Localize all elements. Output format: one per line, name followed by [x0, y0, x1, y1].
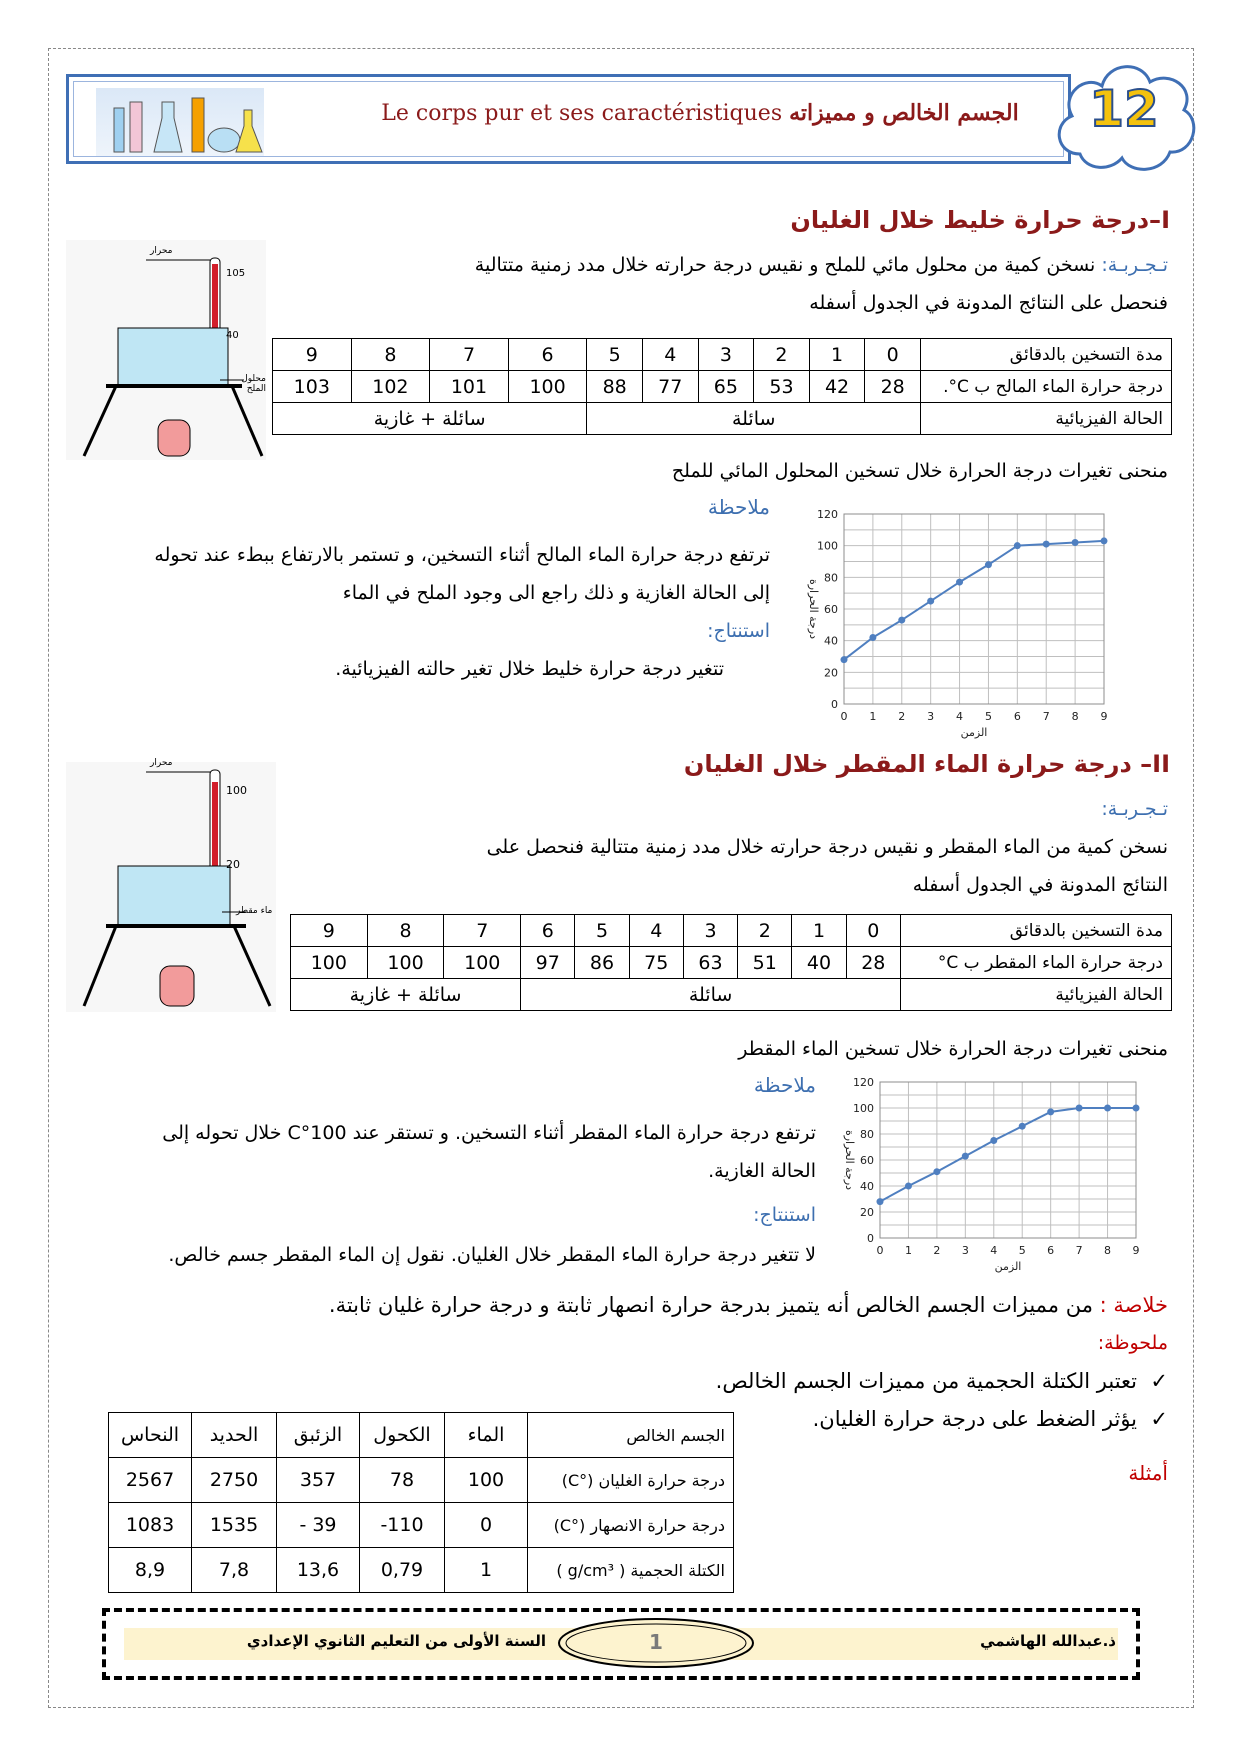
- table-cell: 6: [508, 339, 587, 371]
- chart-ytick-label: 0: [831, 698, 838, 711]
- table-cell: - 39: [277, 1503, 360, 1548]
- section1-experiment-line2: فنحصل على النتائج المدونة في الجدول أسفله: [809, 292, 1168, 314]
- section2-experiment-text: نسخن كمية من الماء المقطر و نقيس درجة حرارته خلال مدد زمنية متتالية فنحصل على: [486, 836, 1168, 858]
- thermometer-mark-low: 40: [226, 330, 239, 341]
- table-cell: سائلة: [587, 403, 921, 435]
- table-cell: سائلة + غازية: [291, 979, 521, 1011]
- chart-xtick-label: 6: [1047, 1244, 1055, 1257]
- footer-level: السنة الأولى من التعليم الثانوي الإعدادي: [246, 1632, 546, 1650]
- section1-conclusion-text: تتغير درجة حرارة خليط خلال تغير حالته الفيزيائية.: [335, 658, 724, 680]
- summary-text: من مميزات الجسم الخالص أنه يتميز بدرجة حرارة انصهار ثابتة و درجة حرارة غليان ثابتة.: [328, 1293, 1100, 1317]
- table-cell: 7,8: [192, 1548, 277, 1593]
- section1-heading: I–درجة حرارة خليط خلال الغليان: [790, 206, 1170, 234]
- table-row-states: [291, 979, 1172, 1011]
- chart-xtick-label: 7: [1042, 710, 1050, 723]
- chart-xtick-label: 8: [1071, 710, 1079, 723]
- chart-data-point: [841, 656, 848, 663]
- table-header-cell: الحديد: [192, 1413, 277, 1458]
- table-cell: 0,79: [360, 1548, 445, 1593]
- table-header-cell: الزئبق: [277, 1413, 360, 1458]
- chart-series-line: [844, 541, 1104, 660]
- table-cell: 77: [642, 371, 698, 403]
- table-cell: سائلة + غازية: [273, 403, 587, 435]
- table-cell: 0: [846, 915, 900, 947]
- section2-note-text: ترتفع درجة حرارة الماء المقطر أثناء التسخين. و تستقر عند 100°C خلال تحوله إلى: [162, 1122, 816, 1144]
- table-cell: 53: [754, 371, 810, 403]
- section2-note-label: ملاحظة: [753, 1073, 816, 1097]
- summary: [100, 1286, 1168, 1324]
- table-cell: 4: [642, 339, 698, 371]
- chart-xtick-label: 4: [956, 710, 964, 723]
- table-cell: 100: [444, 947, 521, 979]
- chart-xtick-label: 2: [933, 1244, 941, 1257]
- table-cell: 1083: [109, 1503, 192, 1548]
- table-cell: 3: [698, 339, 754, 371]
- table-cell: 2567: [109, 1458, 192, 1503]
- table-cell: 7: [430, 339, 509, 371]
- chart-ytick-label: 60: [860, 1154, 874, 1167]
- table-row-label: درجة حرارة الغليان (°C): [528, 1458, 734, 1503]
- thermometer-label: محرار: [150, 758, 173, 768]
- table-cell: 88: [587, 371, 643, 403]
- table-header-cell: الماء: [445, 1413, 528, 1458]
- section2-apparatus-diagram: [66, 758, 276, 1012]
- table-cell: 0: [865, 339, 921, 371]
- chart-ytick-label: 20: [824, 666, 838, 680]
- table-row-temps: [273, 371, 1172, 403]
- table-cell: 357: [277, 1458, 360, 1503]
- table-cell: 9: [291, 915, 368, 947]
- table-cell: 1: [445, 1548, 528, 1593]
- table-cell: 4: [629, 915, 683, 947]
- section1-chart: [800, 508, 1140, 746]
- table-row-label: مدة التسخين بالدقائق: [921, 339, 1172, 371]
- chart-ylabel: درجة الحرارة: [807, 578, 820, 640]
- chart-data-point: [898, 617, 905, 624]
- thermometer-label: محرار: [150, 246, 173, 256]
- remark-2-text: يؤثر الضغط على درجة حرارة الغليان.: [812, 1407, 1138, 1431]
- lesson-number-cloud: [1050, 54, 1200, 182]
- page-number: 1: [649, 1630, 663, 1654]
- lab-glassware-image: [96, 88, 264, 156]
- table-cell: 8,9: [109, 1548, 192, 1593]
- table-cell: 6: [521, 915, 575, 947]
- table-header-cell: الكحول: [360, 1413, 445, 1458]
- section2-data-table: [290, 914, 1172, 1011]
- section1-note-label: ملاحظة: [707, 495, 770, 519]
- chart-data-point: [869, 634, 876, 641]
- lesson-number: 12: [1089, 80, 1159, 138]
- thermometer-mark-low: 20: [226, 858, 240, 871]
- table-header-row: [109, 1413, 734, 1458]
- lab-glassware-icon: [96, 88, 264, 156]
- table-row-label: مدة التسخين بالدقائق: [901, 915, 1172, 947]
- chart-xlabel: الزمن: [994, 1260, 1022, 1273]
- chart-ytick-label: 40: [860, 1180, 874, 1193]
- examples-label: أمثلة: [1128, 1461, 1168, 1485]
- table-row-temps: [291, 947, 1172, 979]
- table-cell: 3: [683, 915, 737, 947]
- chart-ytick-label: 60: [824, 603, 838, 616]
- table-cell: 7: [444, 915, 521, 947]
- section1-apparatus-diagram: [66, 240, 266, 460]
- footer-author: ذ.عبدالله الهاشمي: [980, 1632, 1116, 1650]
- chart-data-point: [905, 1183, 912, 1190]
- table-cell: 97: [521, 947, 575, 979]
- thermometer-mark-high: 105: [226, 268, 246, 279]
- section1-note-text: ترتفع درجة حرارة الماء المالح أثناء التسخين، و تستمر بالارتفاع ببطء عند تحوله: [154, 544, 770, 566]
- chart-series-line: [880, 1108, 1136, 1202]
- liquid-label: محلول الملح: [241, 374, 266, 394]
- table-cell: 75: [629, 947, 683, 979]
- table-cell: 1: [792, 915, 846, 947]
- table-row-times: [291, 915, 1172, 947]
- chart-xtick-label: 0: [876, 1244, 884, 1257]
- heating-apparatus-icon: [66, 762, 276, 1012]
- section1-curve-title: منحنى تغيرات درجة الحرارة خلال تسخين المحلول المائي للملح: [671, 460, 1168, 482]
- table-cell: 40: [792, 947, 846, 979]
- chart-xtick-label: 9: [1132, 1244, 1140, 1257]
- table-row: [109, 1458, 734, 1503]
- table-row-label: الحالة الفيزيائية: [921, 403, 1172, 435]
- check-icon: ✓: [1150, 1407, 1168, 1431]
- chart-ylabel: درجة الحرارة: [843, 1129, 856, 1191]
- chart-ytick-label: 100: [817, 539, 838, 553]
- chart-data-point: [985, 561, 992, 568]
- section1-conclusion-label: استنتاج:: [707, 620, 770, 642]
- chart-ytick-label: 120: [853, 1076, 874, 1089]
- chart-xtick-label: 4: [990, 1244, 998, 1257]
- chart-ytick-label: 120: [817, 508, 838, 521]
- liquid-label: ماء مقطر: [236, 906, 273, 916]
- chart-data-point: [962, 1153, 969, 1160]
- table-cell: 0: [445, 1503, 528, 1548]
- table-cell: 9: [273, 339, 352, 371]
- chart-xtick-label: 5: [1018, 1244, 1026, 1257]
- chart-ytick-label: 100: [853, 1102, 874, 1115]
- chart-xtick-label: 3: [961, 1244, 969, 1257]
- chart-ytick-label: 80: [860, 1128, 874, 1141]
- section2-note-text2: الحالة الغازية.: [708, 1160, 816, 1182]
- chart-xlabel: الزمن: [960, 726, 988, 739]
- chart-data-point: [1101, 537, 1108, 544]
- table-cell: 51: [738, 947, 792, 979]
- chart-data-point: [1014, 542, 1021, 549]
- table-row-label: الكتلة الحجمية ( g/cm³ ): [528, 1548, 734, 1593]
- table-row-label: الحالة الفيزيائية: [901, 979, 1172, 1011]
- table-cell: 100: [508, 371, 587, 403]
- table-cell: 1535: [192, 1503, 277, 1548]
- table-row-times: [273, 339, 1172, 371]
- chart-data-point: [927, 598, 934, 605]
- table-row: [109, 1503, 734, 1548]
- chart-data-point: [956, 579, 963, 586]
- lesson-title: [380, 100, 1020, 126]
- table-cell: -110: [360, 1503, 445, 1548]
- table-cell: 100: [445, 1458, 528, 1503]
- table-cell: 100: [291, 947, 368, 979]
- table-row-label: درجة حرارة الانصهار (°C): [528, 1503, 734, 1548]
- table-cell: 63: [683, 947, 737, 979]
- chart-data-point: [1072, 539, 1079, 546]
- check-icon: ✓: [1150, 1369, 1168, 1393]
- remark-1: [500, 1362, 1168, 1400]
- section2-curve-title: منحنى تغيرات درجة الحرارة خلال تسخين الماء المقطر: [738, 1038, 1168, 1060]
- chart-xtick-label: 9: [1100, 710, 1108, 723]
- chart-xtick-label: 1: [869, 710, 877, 723]
- examples-table: [108, 1412, 734, 1593]
- table-row: [109, 1548, 734, 1593]
- summary-label: خلاصة :: [1099, 1293, 1168, 1317]
- chart-data-point: [990, 1137, 997, 1144]
- table-cell: 13,6: [277, 1548, 360, 1593]
- chart-ytick-label: 20: [860, 1206, 874, 1219]
- remark-label: ملحوظة:: [1097, 1332, 1168, 1354]
- chart-data-point: [1133, 1105, 1140, 1112]
- chart-data-point: [1047, 1108, 1054, 1115]
- section1-experiment-text: نسخن كمية من محلول مائي للملح و نقيس درجة حرارته خلال مدد زمنية متتالية: [474, 254, 1102, 276]
- chart-xtick-label: 0: [840, 710, 848, 723]
- section1-experiment: [250, 246, 1168, 284]
- chart-xtick-label: 5: [984, 710, 992, 723]
- title-french: Le corps pur et ses caractéristiques: [381, 101, 783, 126]
- table-cell: 8: [367, 915, 444, 947]
- chart-xtick-label: 2: [898, 710, 906, 723]
- chart-ytick-label: 40: [824, 634, 838, 648]
- table-cell: 78: [360, 1458, 445, 1503]
- chart-xtick-label: 1: [904, 1244, 912, 1257]
- table-header-cell: الجسم الخالص: [528, 1413, 734, 1458]
- section1-data-table: [272, 338, 1172, 435]
- table-cell: 86: [575, 947, 629, 979]
- chart-xtick-label: 8: [1104, 1244, 1112, 1257]
- table-cell: 28: [865, 371, 921, 403]
- table-cell: 42: [809, 371, 865, 403]
- chart-data-point: [877, 1198, 884, 1205]
- table-cell: 65: [698, 371, 754, 403]
- table-cell: 5: [587, 339, 643, 371]
- table-row-label: درجة حرارة الماء المقطر ب C°: [901, 947, 1172, 979]
- section2-heading: II– درجة حرارة الماء المقطر خلال الغليان: [683, 750, 1170, 778]
- table-row-label: درجة حرارة الماء المالح ب C°.: [921, 371, 1172, 403]
- table-cell: 2: [738, 915, 792, 947]
- table-cell: سائلة: [521, 979, 901, 1011]
- chart-xtick-label: 7: [1075, 1244, 1083, 1257]
- table-cell: 28: [846, 947, 900, 979]
- footer: [102, 1608, 1140, 1680]
- table-cell: 101: [430, 371, 509, 403]
- table-cell: 2: [754, 339, 810, 371]
- table-cell: 102: [351, 371, 430, 403]
- chart-data-point: [1043, 541, 1050, 548]
- table-cell: 1: [809, 339, 865, 371]
- thermometer-mark-high: 100: [226, 784, 247, 797]
- table-cell: 103: [273, 371, 352, 403]
- table-cell: 8: [351, 339, 430, 371]
- chart-xtick-label: 6: [1013, 710, 1021, 723]
- section1-note-text2: إلى الحالة الغازية و ذلك راجع الى وجود الملح في الماء: [342, 582, 770, 604]
- chart-xtick-label: 3: [927, 710, 935, 723]
- section2-experiment-line2: النتائج المدونة في الجدول أسفله: [912, 874, 1168, 896]
- remark-1-text: تعتبر الكتلة الحجمية من مميزات الجسم الخالص.: [715, 1369, 1138, 1393]
- section2-conclusion-text: لا تتغير درجة حرارة الماء المقطر خلال الغليان. نقول إن الماء المقطر جسم خالص.: [168, 1244, 816, 1266]
- table-header-cell: النحاس: [109, 1413, 192, 1458]
- table-cell: 100: [367, 947, 444, 979]
- table-row-states: [273, 403, 1172, 435]
- footer-page-oval: [556, 1616, 756, 1670]
- section2-experiment-label: تـجـربـة:: [1101, 798, 1168, 820]
- chart-ytick-label: 0: [867, 1232, 874, 1245]
- section2-chart: [840, 1074, 1150, 1284]
- chart-data-point: [1019, 1123, 1026, 1130]
- section1-experiment-label: تـجـربـة:: [1101, 254, 1168, 276]
- chart-data-point: [1076, 1105, 1083, 1112]
- chart-data-point: [933, 1168, 940, 1175]
- chart-ytick-label: 80: [824, 571, 838, 585]
- section2-conclusion-label: استنتاج:: [753, 1204, 816, 1226]
- table-cell: 2750: [192, 1458, 277, 1503]
- table-cell: 5: [575, 915, 629, 947]
- title-arabic: الجسم الخالص و مميزاته: [789, 100, 1019, 126]
- chart-data-point: [1104, 1105, 1111, 1112]
